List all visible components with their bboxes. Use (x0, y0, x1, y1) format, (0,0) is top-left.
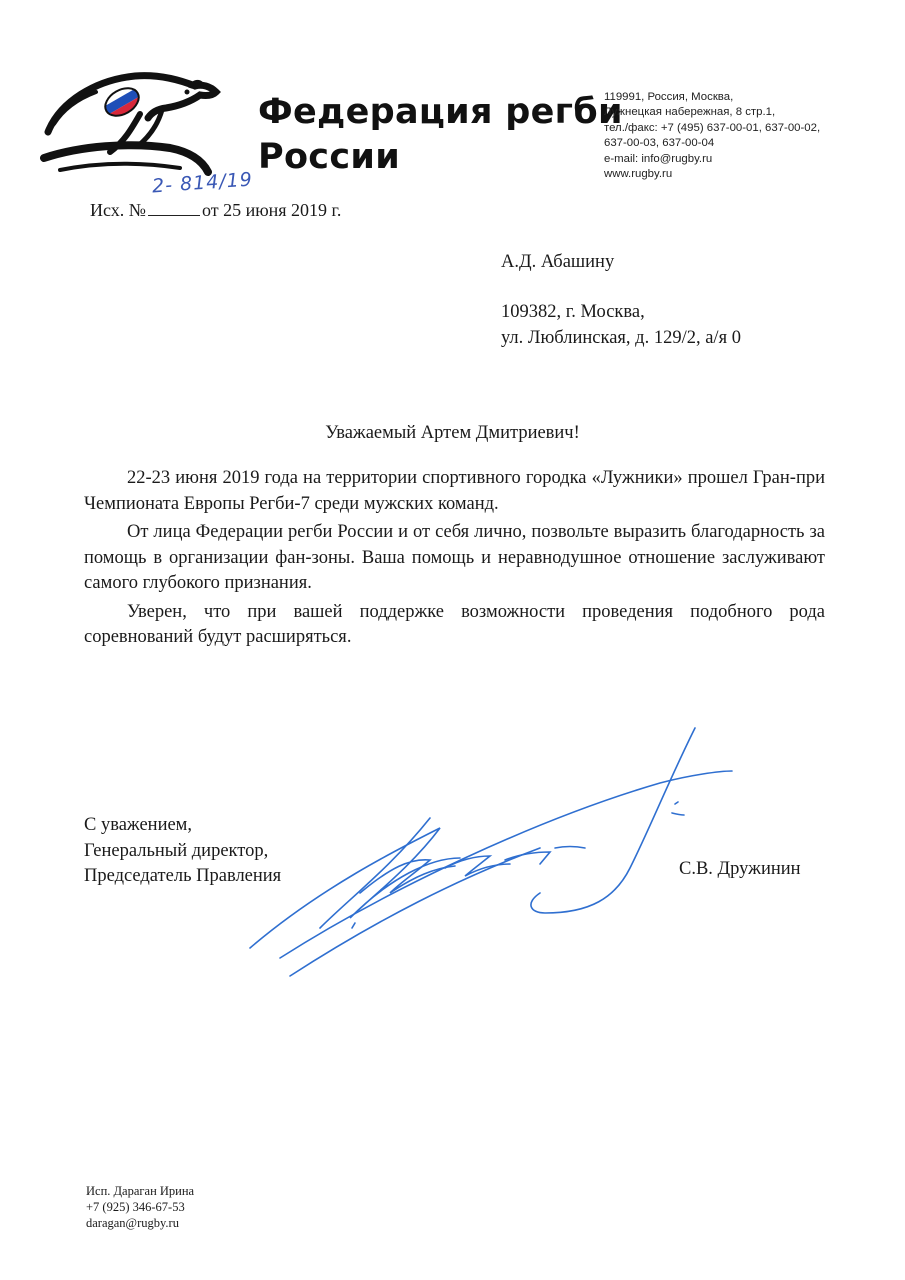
number-blank (148, 199, 200, 216)
contact-line: Лужнецкая набережная, 8 стр.1, (604, 106, 776, 119)
handwritten-outgoing-number: 2- 814/19 (151, 168, 254, 198)
recipient-name: А.Д. Абашину (501, 252, 615, 272)
recipient-address-line: 109382, г. Москва, (501, 302, 645, 322)
executor-phone: +7 (925) 346-67-53 (86, 1200, 185, 1214)
closing-block (84, 813, 281, 890)
body-paragraph: 22-23 июня 2019 года на территории спортивного городка «Лужники» прошел Гран-при Чемпионата Европы Регби-7 среди мужских команд. (84, 468, 825, 514)
recipient-address-line: ул. Люблинская, д. 129/2, а/я 0 (501, 328, 741, 348)
executor-block (86, 1183, 194, 1231)
handwritten-signature (240, 718, 760, 988)
bear-with-flag-logo (40, 62, 230, 182)
recipient-block (501, 249, 741, 351)
body-paragraph: Уверен, что при вашей поддержке возможности проведения подобного рода соревнований будут расширяться. (84, 601, 825, 647)
letterhead-contacts (604, 90, 820, 182)
contact-line: 637-00-03, 637-00-04 (604, 137, 715, 150)
closing-regards: С уважением, (84, 815, 193, 835)
signer-name: С.В. Дружинин (679, 859, 801, 879)
outgoing-number-line (90, 199, 341, 221)
organization-name (258, 90, 623, 180)
outgoing-date: от 25 июня 2019 г. (201, 200, 342, 220)
org-name-line2: России (258, 137, 401, 177)
executor-name: Исп. Дараган Ирина (86, 1184, 195, 1198)
contact-line: 119991, Россия, Москва, (604, 91, 734, 103)
body-paragraph: От лица Федерации регби России и от себя лично, позвольте выразить благодарность за помощь в организации фан-зоны. Ваша помощь и неравнодушное отношение заслуживают самого глубокого признания. (84, 522, 825, 593)
executor-email: daragan@rugby.ru (86, 1216, 179, 1230)
org-name-line1: Федерация регби (258, 92, 623, 132)
contact-line: тел./факс: +7 (495) 637-00-01, 637-00-02, (604, 121, 821, 134)
letter-body (84, 466, 825, 654)
outgoing-prefix: Исх. № (90, 200, 146, 220)
contact-line: e-mail: info@rugby.ru (604, 152, 713, 165)
closing-position: Председатель Правления (84, 866, 282, 886)
salutation: Уважаемый Артем Дмитриевич! (325, 423, 580, 443)
contact-line: www.rugby.ru (604, 168, 673, 181)
closing-position: Генеральный директор, (84, 840, 269, 861)
